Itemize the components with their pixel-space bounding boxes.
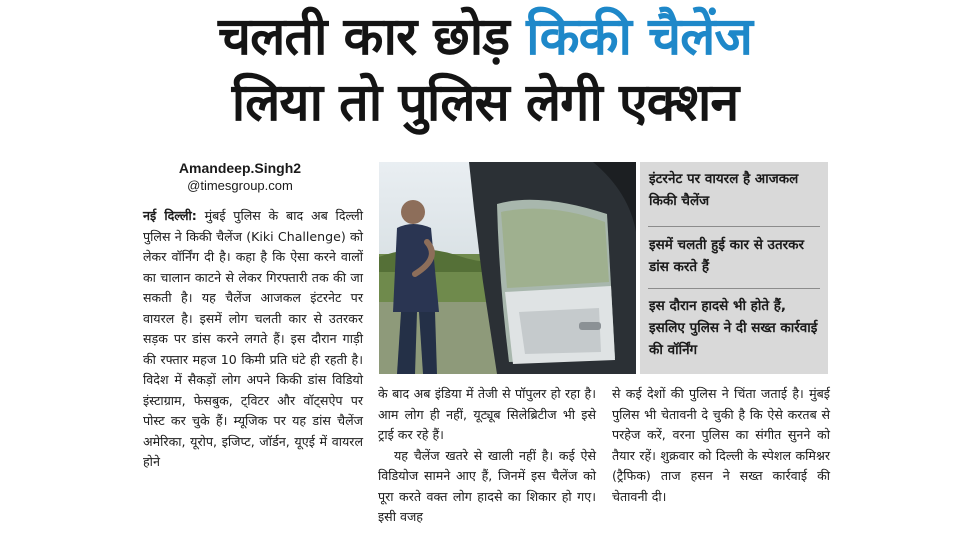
article-paragraph: यह चैलेंज खतरे से खाली नहीं है। कई ऐसे विडियोज सामने आए हैं, जिनमें इस चैलेंज को पूरा करते वक्त लोग हादसे का शिकार हो गए। इसी वजह [378, 447, 596, 524]
article-column-2 [378, 384, 596, 528]
photo-illustration [379, 162, 636, 374]
callout-divider [648, 226, 820, 227]
headline-accent: किकी चैलेंज [526, 7, 752, 67]
article-photo [379, 162, 636, 374]
callout-2: इसमें चलती हुई कार से उतरकर डांस करते हैं [649, 237, 805, 275]
callout-box [640, 162, 828, 374]
headline [0, 4, 970, 136]
article-column-1 [143, 206, 363, 473]
callout-1: इंटरनेट पर वायरल है आजकल किकी चैलेंज [649, 171, 799, 209]
byline [150, 160, 330, 194]
article-column-3 [612, 384, 830, 507]
headline-text: चलती कार छोड़ [218, 7, 510, 67]
headline-line-1 [0, 4, 970, 70]
callout-3: इस दौरान हादसे भी होते हैं, इसलिए पुलिस ने दी सख्त कार्रवाई की वॉर्निंग [649, 298, 818, 358]
dateline: नई दिल्ली: [143, 208, 197, 223]
headline-line-2: लिया तो पुलिस लेगी एक्शन [231, 73, 739, 133]
callout-divider [648, 288, 820, 289]
article-paragraph: से कई देशों की पुलिस ने चिंता जताई है। मुंबई पुलिस भी चेतावनी दे चुकी है कि ऐसे करतब से परहेज करें, वरना पुलिस का संगीत सुनने को तैयार रहें। शुक्रवार को दिल्ली के स्पेशल कमिश्नर (ट्रैफिक) ताज हसन ने सख्त कार्रवाई की चेतावनी दी। [612, 386, 830, 504]
article-paragraph [143, 206, 363, 473]
article-text: मुंबई पुलिस के बाद अब दिल्ली पुलिस ने किकी चैलेंज (Kiki Challenge) को लेकर वॉर्निंग दी है। कहा है कि ऐसा करने वालों का चालान काटने से लेकर गिरफ्तारी तक की जा सकती है। यह चैलेंज आजकल इंटरनेट पर वायरल है। इसमें लोग चलती कार से उतरकर सड़क पर डांस करने लगते हैं। इस दौरान गाड़ी की रफ्तार महज 10 किमी प्रति घंटे ही रहती है। विदेश में सैकड़ों लोग अपने किकी डांस विडियो इंस्टाग्राम, फेसबुक, ट्विटर और वॉट्सऐप पर पोस्ट कर चुके हैं। म्यूजिक पर यह डांस चैलेंज अमेरिका, यूरोप, इजिप्ट, जॉर्डन, यूएई में वायरल होने [143, 208, 363, 469]
byline-handle: @timesgroup.com [187, 178, 293, 193]
article-paragraph: के बाद अब इंडिया में तेजी से पॉपुलर हो रहा है। आम लोग ही नहीं, यूट्यूब सिलेब्रिटीज भी इसे ट्राई कर रहे हैं। [378, 386, 596, 442]
byline-author: Amandeep.Singh2 [178, 160, 302, 176]
